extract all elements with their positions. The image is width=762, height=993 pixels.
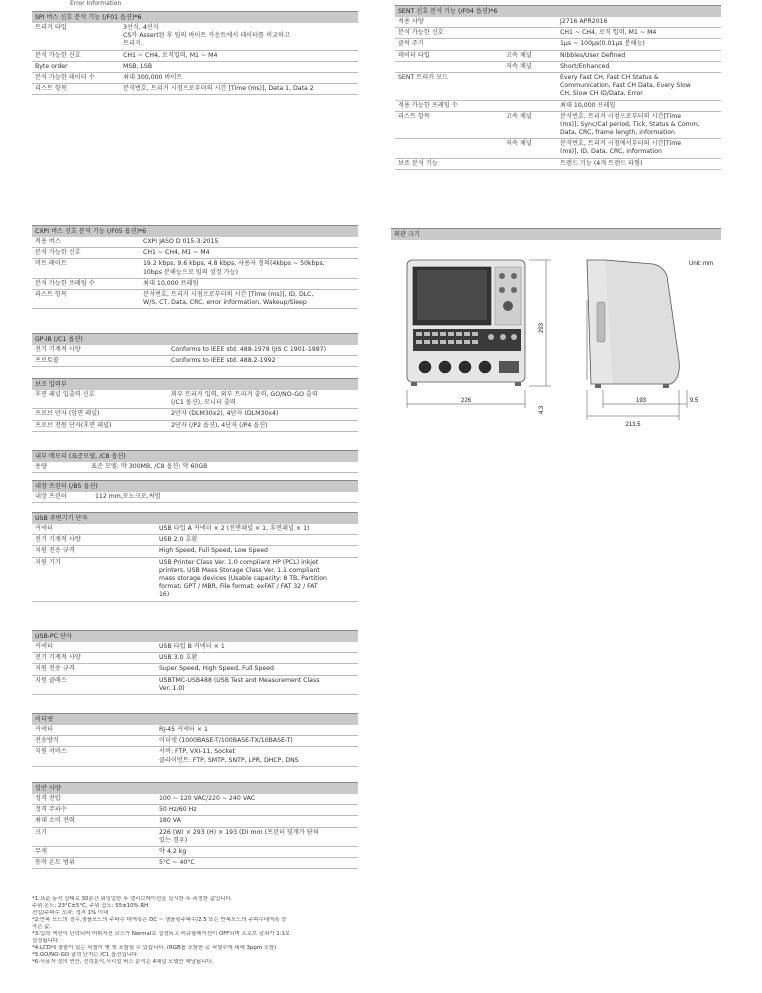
knob-icon <box>499 287 505 293</box>
row-value: High Speed, Full Speed, Low Speed <box>159 547 268 555</box>
sent-row <box>395 51 721 62</box>
row-key: 동작 온도 범위 <box>35 859 75 867</box>
printer-title: 내장 프린터 (/B5 옵션) <box>32 480 358 492</box>
usbpc-rows <box>32 642 358 695</box>
row-key: 적용 가능한 프레임 수 <box>398 101 458 109</box>
row-key: 용량 <box>35 463 47 470</box>
row-value: 5°C ~ 40°C <box>159 859 195 867</box>
row-key: 클럭 주기 <box>398 40 424 48</box>
row-value: 트랜드 기능 (4개 트랜드 파형) <box>560 159 643 167</box>
row-value: J2716 APR2016 <box>560 18 608 25</box>
usbhost-row <box>32 558 358 602</box>
usbpc-row <box>32 642 358 653</box>
memory-rows <box>32 462 358 473</box>
row-value: CXPI JASO D 015-3:2015 <box>143 238 219 245</box>
row-key: 지원 전송 규격 <box>35 547 75 555</box>
cxpi-row <box>32 290 358 309</box>
usbpc-row <box>32 653 358 664</box>
aux-row <box>32 409 358 420</box>
foot-icon <box>663 384 669 388</box>
sent-row <box>395 159 721 170</box>
memory-row <box>32 462 358 473</box>
memory-section <box>32 450 358 473</box>
general-section <box>32 782 358 869</box>
row-key: 리스트 항목 <box>35 85 67 93</box>
printer-row <box>32 492 358 503</box>
sent-title: SENT 신호 분석 기능 (/F04 옵션)*6 <box>395 5 721 17</box>
row-value: 약 4.2 kg <box>159 847 187 855</box>
row-value: USB 3.0 호환 <box>159 654 198 662</box>
row-key: 무게 <box>35 847 47 855</box>
row-value: 112 mm,모노크로,써멀 <box>95 493 161 500</box>
aux-title: 보조 입력부 <box>32 378 358 390</box>
sent-row <box>395 17 721 28</box>
row-subkey <box>506 160 560 168</box>
usbhost-title: USB 주변기기 단자 <box>32 512 358 524</box>
aux-row <box>32 421 358 432</box>
ethernet-row <box>32 725 358 736</box>
printer-section <box>32 480 358 503</box>
rear-label: 9.5 <box>689 398 699 404</box>
general-title: 일반 사양 <box>32 782 358 794</box>
footnotes <box>32 896 367 966</box>
row-value: USB Printer Class Ver. 1.0 compliant HP (PCL) inkjet printers, USB Mass Storage Class Ver. 1.1 compliant mass storage devices (Usable capacity: 8 TB, Partition format: GPT / MBR, File format: exFAT / FAT 32 / FAT 16) <box>159 558 327 599</box>
row-key: 분석 가능한 데이터 수 <box>35 73 95 81</box>
side-body <box>605 260 679 384</box>
row-key: 분석 가능한 신호 <box>35 51 81 59</box>
spi-title: SPI 버스 신호 분석 기능 (/F01 옵션)*6 <box>32 11 358 23</box>
row-value: 외부 트리거 입력, 외부 트리거 출력, GO/NO-GO 출력 (/C1 옵션), 모니터 출력 <box>171 391 318 407</box>
usbpc-row <box>32 676 358 695</box>
row-value: USB 타입 A 커넥터 × 2 (전면패널 × 1, 후면패널 × 1) <box>159 525 310 532</box>
knob-icon <box>499 273 505 279</box>
dimensions-section <box>391 228 721 430</box>
cxpi-row <box>32 259 358 278</box>
sent-row <box>395 73 721 101</box>
dimensions-drawing <box>391 240 721 430</box>
row-key: 내장 프린터 <box>35 493 67 500</box>
row-key: 크기 <box>35 828 47 836</box>
row-key: SENT 트리거 모드 <box>398 73 449 81</box>
side-panel <box>495 267 521 325</box>
handle-icon <box>597 302 605 342</box>
row-key: 커넥터 <box>35 726 53 733</box>
aux-section <box>32 378 358 432</box>
foot-label: 4.3 <box>539 405 545 415</box>
row-value: 표준 모델: 약 300MB, /C8 옵션: 약 60GB <box>91 463 208 470</box>
printer-rows <box>32 492 358 503</box>
general-row <box>32 847 358 858</box>
general-rows <box>32 794 358 869</box>
gpib-rows <box>32 345 358 367</box>
footnote: 주위 온도: 23°C±5°C, 주위 습도: 55±10% RH <box>32 903 149 910</box>
ethernet-row <box>32 747 358 766</box>
ethernet-title: 이더넷 <box>32 713 358 725</box>
row-key: 적용 사양 <box>398 18 424 25</box>
row-value: Short/Enhanced <box>560 62 610 70</box>
side-view <box>587 260 699 428</box>
row-subkey <box>506 102 560 110</box>
footnote: *5:GO/NO-GO 출력 단자는 /C1 옵션입니다. <box>32 952 139 959</box>
sent-row <box>395 62 721 73</box>
footnote: 설정됩니다. <box>32 938 60 945</box>
gpib-row <box>32 356 358 367</box>
row-key: 커넥터 <box>35 643 53 650</box>
dimensions-title: 외관 크기 <box>391 228 721 240</box>
row-key: 전기 기계적 사양 <box>35 654 81 662</box>
row-value: 2단자 (DLM30x2), 4단자 (DLM30x4) <box>171 410 279 418</box>
row-value: 분석번호, 트리거 시점으로부터의 시간[Time (ms)], Sync/Cal period, Tick, Status & Comm, Data, CRC, frame length, information <box>560 112 700 137</box>
row-value: 이더넷 (1000BASE-T/100BASE-TX/10BASE-T) <box>159 737 293 745</box>
foot-icon <box>595 384 601 388</box>
screen-glass <box>417 270 487 320</box>
row-subkey <box>506 40 560 48</box>
row-key: 분석 가능한 신호 <box>35 249 81 257</box>
row-key <box>398 140 506 156</box>
row-key: 지원 서비스 <box>35 748 67 756</box>
row-value: 서버: FTP, VXI-11, Socket 클라이언트: FTP, SMTP, SNTP, LPR, DHCP, DNS <box>159 748 299 764</box>
spi-row <box>32 23 358 51</box>
row-value: USBTMC-USB488 (USB Test and Measurement Class Ver. 1.0) <box>159 676 320 692</box>
sent-row <box>395 39 721 50</box>
row-value: 2단자 (/P2 옵션), 4단자 (/P4 옵션) <box>171 421 268 429</box>
foot-icon <box>515 382 521 386</box>
row-key: 리스트 항목 <box>35 290 67 298</box>
row-subkey: 저속 채널 <box>506 140 532 148</box>
row-key: 전기 기계적 사양 <box>35 536 81 544</box>
row-value: USB 2.0 호환 <box>159 536 198 544</box>
footnote: 작은 값. <box>32 924 52 931</box>
row-value: Super Speed, High Speed, Full Speed <box>159 665 274 673</box>
row-key: 정격 주파수 <box>35 806 67 814</box>
memory-title: 내부 메모리 (표준모델, /C8 옵션) <box>32 450 358 462</box>
general-row <box>32 828 358 847</box>
row-value: 1µs ~ 100µs(0.01µs 분해능) <box>560 40 645 48</box>
height-label: 293 <box>539 322 545 334</box>
row-key: 커넥터 <box>35 525 53 532</box>
row-key: 최대 소비 전력 <box>35 817 75 825</box>
row-value: CH1 ~ CH4, 로직입력, M1 ~ M4 <box>123 51 218 59</box>
row-key: 데이터 타입 <box>398 51 430 59</box>
row-value: 180 VA <box>159 817 181 825</box>
row-key: 적용 버스 <box>35 238 61 245</box>
row-key: 지원 클래스 <box>35 676 67 684</box>
row-key: 비트 레이트 <box>35 260 67 268</box>
gpib-title: GP-IB (/C1 옵션) <box>32 333 358 345</box>
row-subkey <box>506 74 560 99</box>
row-value: Nibbles/User Defined <box>560 51 626 59</box>
row-key: 분석 가능한 신호 <box>398 29 444 37</box>
row-key: 지원 전송 규격 <box>35 665 75 673</box>
spi-row <box>32 62 358 73</box>
row-value: 분석번호, 트리거 시점에서부터의 시간[Time (ms)], ID, Data, CRC, information <box>560 140 682 156</box>
sent-row <box>395 28 721 39</box>
row-value: 100 ~ 120 VAC/220 ~ 240 VAC <box>159 795 256 802</box>
row-value: Conforms to IEEE std. 488-1978 (JIS C 1901-1987) <box>171 346 326 353</box>
unit-label: Unit: mm <box>689 261 713 267</box>
depth-label: 193 <box>635 398 647 404</box>
usbpc-title: USB-PC 단자 <box>32 630 358 642</box>
usbhost-rows <box>32 524 358 602</box>
row-subkey: 저속 채널 <box>506 62 532 70</box>
gpib-row <box>32 345 358 356</box>
sent-section <box>395 5 721 170</box>
row-value: 최대 10,000 프레임 <box>560 101 616 109</box>
ethernet-row <box>32 736 358 747</box>
footnote: 전압/주파수 오차: 정격 1% 이내 <box>32 910 109 917</box>
knob-icon <box>511 287 517 293</box>
usbpc-section <box>32 630 358 695</box>
row-value: Conforms to IEEE std. 488.2-1992 <box>171 357 276 365</box>
ethernet-section <box>32 713 358 767</box>
knob-icon <box>511 273 517 279</box>
row-value: 19.2 kbps, 9.6 kbps, 4.8 kbps, 사용자 정의(4kbps ~ 50kbps, 10bps 분해능으로 임의 설정 가능) <box>143 260 325 276</box>
row-value: USB 타입 B 커넥터 × 1 <box>159 643 225 650</box>
jog-knob-icon <box>503 301 513 311</box>
sent-rows <box>395 17 721 170</box>
sent-row <box>395 139 721 158</box>
row-key: 지원 기기 <box>35 558 61 566</box>
row-key: 프로브 단자 (앞면 패널) <box>35 410 100 418</box>
usbhost-row <box>32 524 358 535</box>
usbhost-row <box>32 535 358 546</box>
row-value: MSB, LSB <box>123 62 153 70</box>
row-key: 분석 가능한 프레임 수 <box>35 279 95 287</box>
footnote: *1:표준 동작 상태로 30분간 워밍업한 후 캘리브레이션을 실시한 후 측정한 값입니다. <box>32 896 233 902</box>
row-key: 전기 기계적 사양 <box>35 346 81 353</box>
cut-top-text: Error Information <box>70 0 122 7</box>
row-value: 최대 10,000 프레임 <box>143 279 199 287</box>
row-key: 프로토콜 <box>35 357 59 365</box>
row-value: 분석번호, 트리거 시점으로부터의 시간 [Time (ms)], Data 1, Data 2 <box>123 85 314 93</box>
foot-icon <box>411 382 417 386</box>
sent-row <box>395 101 721 112</box>
spi-row <box>32 51 358 62</box>
row-key <box>398 63 506 71</box>
row-subkey <box>506 18 560 26</box>
footnote: *6:사용자 정의 연산, 전력분석,시리얼 버스 분석은 4채널 모델만 해당됩니다. <box>32 959 214 966</box>
cxpi-title: CXPI 버스 신호 분석 기능 (/F05 옵션)*6 <box>32 225 358 237</box>
usbpc-row <box>32 664 358 675</box>
footnote: *4:LCD에 결함이 있는 픽셀이 몇 개 포함될 수 있습니다. (RGB를 포함한 총 픽셀수에 대해 3ppm 포함) <box>32 945 277 952</box>
row-key: Byte order <box>35 62 68 70</box>
spi-rows <box>32 23 358 95</box>
general-row <box>32 805 358 816</box>
row-subkey: 고속 채널 <box>506 51 532 59</box>
spi-section <box>32 11 358 95</box>
row-value: 최대 300,000 바이트 <box>123 73 183 81</box>
row-subkey: 고속 채널 <box>506 112 532 120</box>
usbhost-section <box>32 512 358 602</box>
row-value: 3선식, 4선식 CS가 Assert된 후 임의 바이트 카운트에서 데이터를 비교하고 트리거. <box>123 24 290 48</box>
ethernet-rows <box>32 725 358 767</box>
row-key: 정격 전압 <box>35 795 61 802</box>
aux-rows <box>32 390 358 432</box>
row-key: 전송방식 <box>35 737 59 745</box>
row-key: 보조 분석 기능 <box>398 159 438 167</box>
gpib-section <box>32 333 358 367</box>
spi-row <box>32 84 358 95</box>
general-row <box>32 858 358 869</box>
row-key: 리스트 항목 <box>398 112 430 120</box>
total-depth-label: 213.5 <box>625 422 641 428</box>
footnote: *3:입력 섹션이 단락되어 어휘지션 모드가 Normal로 설정되고 어큐뮬레이션이 OFF되며 프로브 감쇠가 1:1로 <box>32 931 291 938</box>
row-value: CH1 ~ CH4, 로직 입력, M1 ~ M4 <box>560 29 657 37</box>
row-value: 50 Hz/60 Hz <box>159 806 197 814</box>
logic-port <box>499 361 519 373</box>
row-value: Every Fast CH, Fast CH Status & Communication, Fast CH Data, Every Slow CH, Slow CH ID/Data, Error <box>560 73 691 98</box>
usbhost-row <box>32 546 358 557</box>
row-key: 프로브 전원 단자(후면 패널) <box>35 421 112 429</box>
row-value: CH1 ~ CH4, M1 ~ M4 <box>143 249 210 257</box>
row-subkey <box>506 29 560 37</box>
width-label: 226 <box>460 398 472 404</box>
row-key: 트리거 타입 <box>35 24 67 31</box>
cxpi-row <box>32 248 358 259</box>
general-row <box>32 794 358 805</box>
row-value: 226 (W) × 293 (H) × 193 (D) mm (프린터 덮개가 닫혀 있는 경우) <box>159 828 319 844</box>
cxpi-row <box>32 279 358 290</box>
front-view <box>407 260 551 414</box>
cxpi-row <box>32 237 358 248</box>
cxpi-section <box>32 225 358 309</box>
general-row <box>32 816 358 827</box>
cxpi-rows <box>32 237 358 309</box>
sent-row <box>395 112 721 140</box>
row-key: 후면 패널 입출력 신호 <box>35 391 95 398</box>
row-value: RJ-45 커넥터 × 1 <box>159 726 208 733</box>
aux-row <box>32 390 358 409</box>
spi-row <box>32 73 358 84</box>
footnote: *2:반복 모드의 경우,샘플모드의 주파수 대역폭은 DC ~ 샘플링주파수/2.5 또는 반복모드의 주파수대역폭 중 <box>32 917 287 924</box>
row-value: 분석번호, 트리거 시점으로부터의 시간 [Time (ms)], ID, DLC, W/S, CT, Data, CRC, error information, Wakeup/Sleep <box>143 290 314 307</box>
